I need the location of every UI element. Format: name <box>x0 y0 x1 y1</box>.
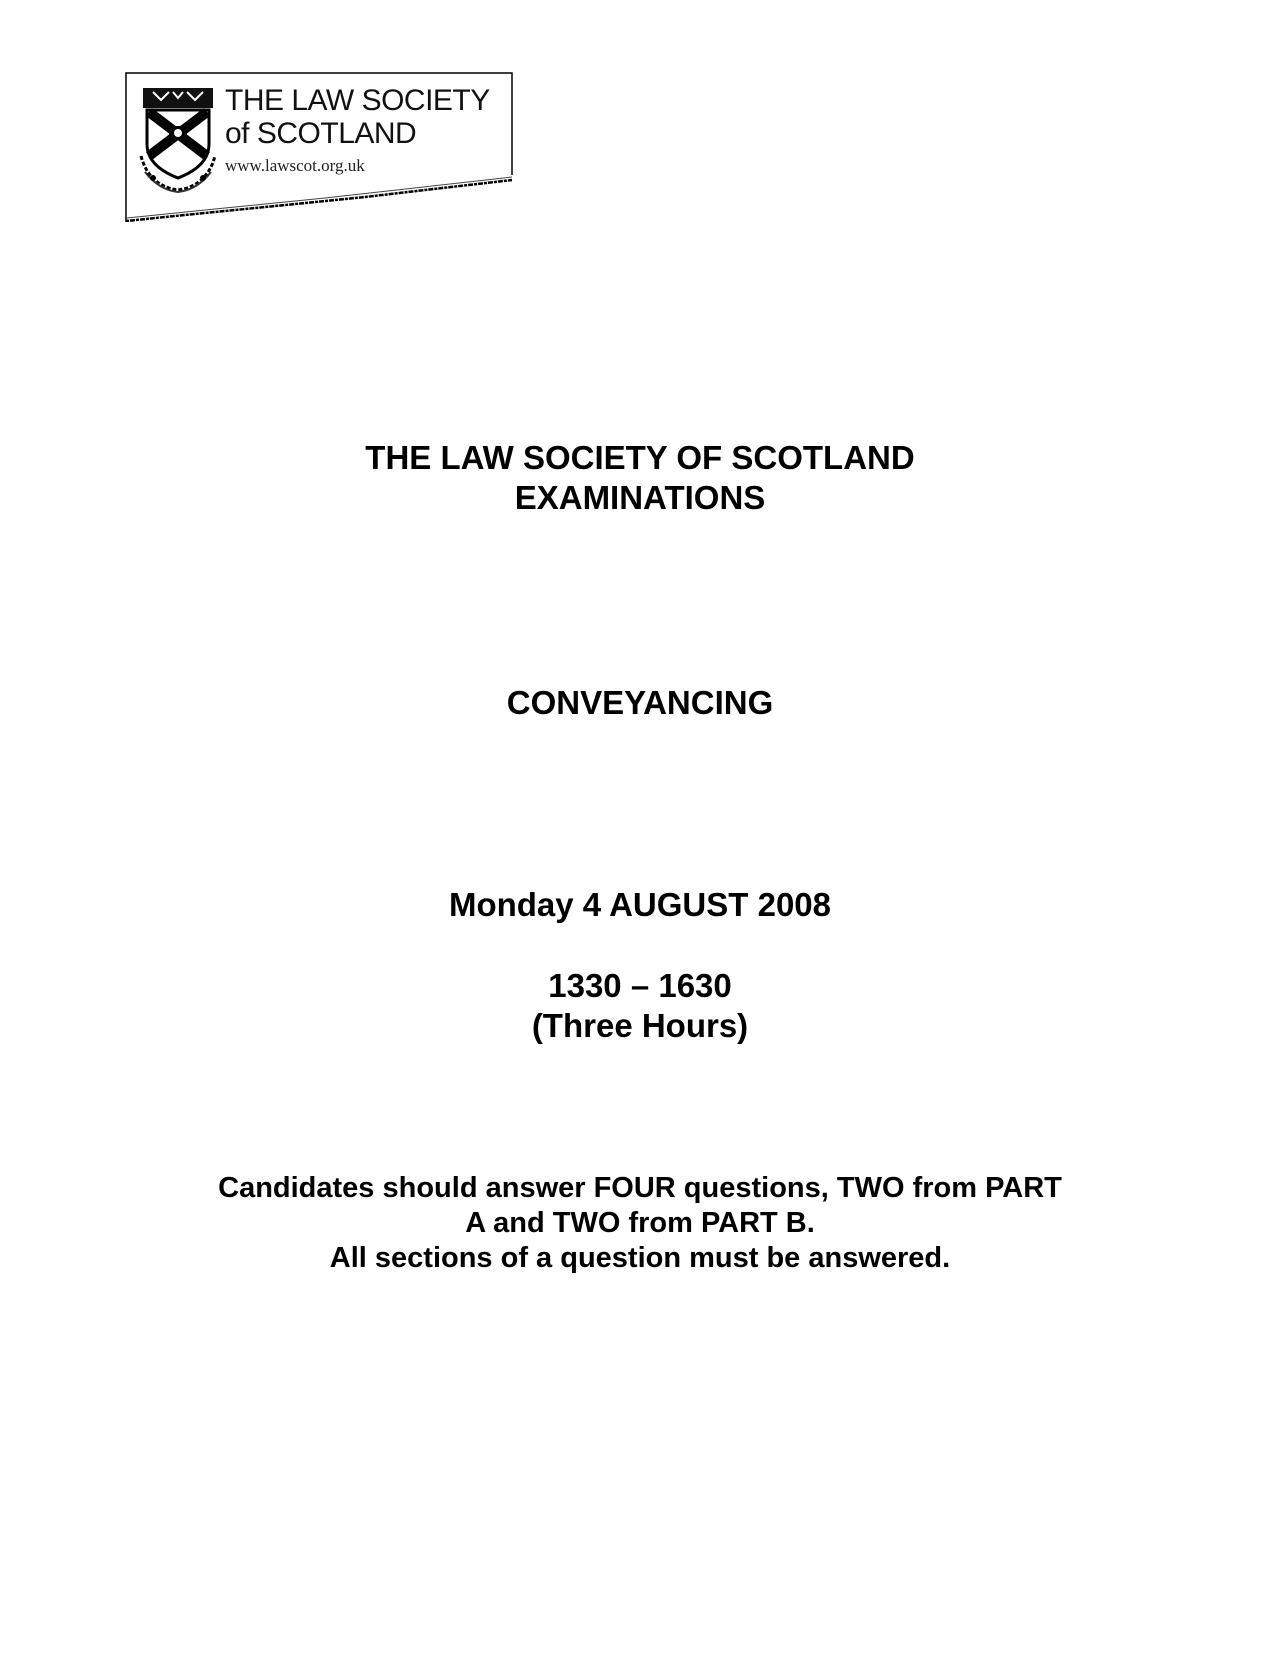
logo-name-line1: THE LAW SOCIETY <box>225 84 490 117</box>
exam-date: Monday 4 AUGUST 2008 <box>448 886 832 923</box>
exam-subject: CONVEYANCING <box>506 684 774 721</box>
instruction-line-2: A and TWO from PART B. <box>465 1207 815 1239</box>
exam-time-block <box>0 966 1280 1046</box>
exam-instructions <box>0 1171 1280 1276</box>
logo-text <box>225 86 490 174</box>
logo-url: www.lawscot.org.uk <box>225 156 365 175</box>
exam-duration: (Three Hours) <box>531 1007 749 1044</box>
instruction-line-3: All sections of a question must be answered. <box>329 1242 951 1274</box>
law-society-logo <box>125 72 513 222</box>
crest-icon <box>139 86 217 196</box>
exam-time: 1330 – 1630 <box>548 967 732 1004</box>
title-line-2: EXAMINATIONS <box>514 479 766 516</box>
instruction-line-1: Candidates should answer FOUR questions, TWO from PART <box>218 1172 1062 1204</box>
title-line-1: THE LAW SOCIETY OF SCOTLAND <box>365 439 915 476</box>
document-title <box>0 438 1280 518</box>
logo-name-line2: of SCOTLAND <box>225 117 417 150</box>
